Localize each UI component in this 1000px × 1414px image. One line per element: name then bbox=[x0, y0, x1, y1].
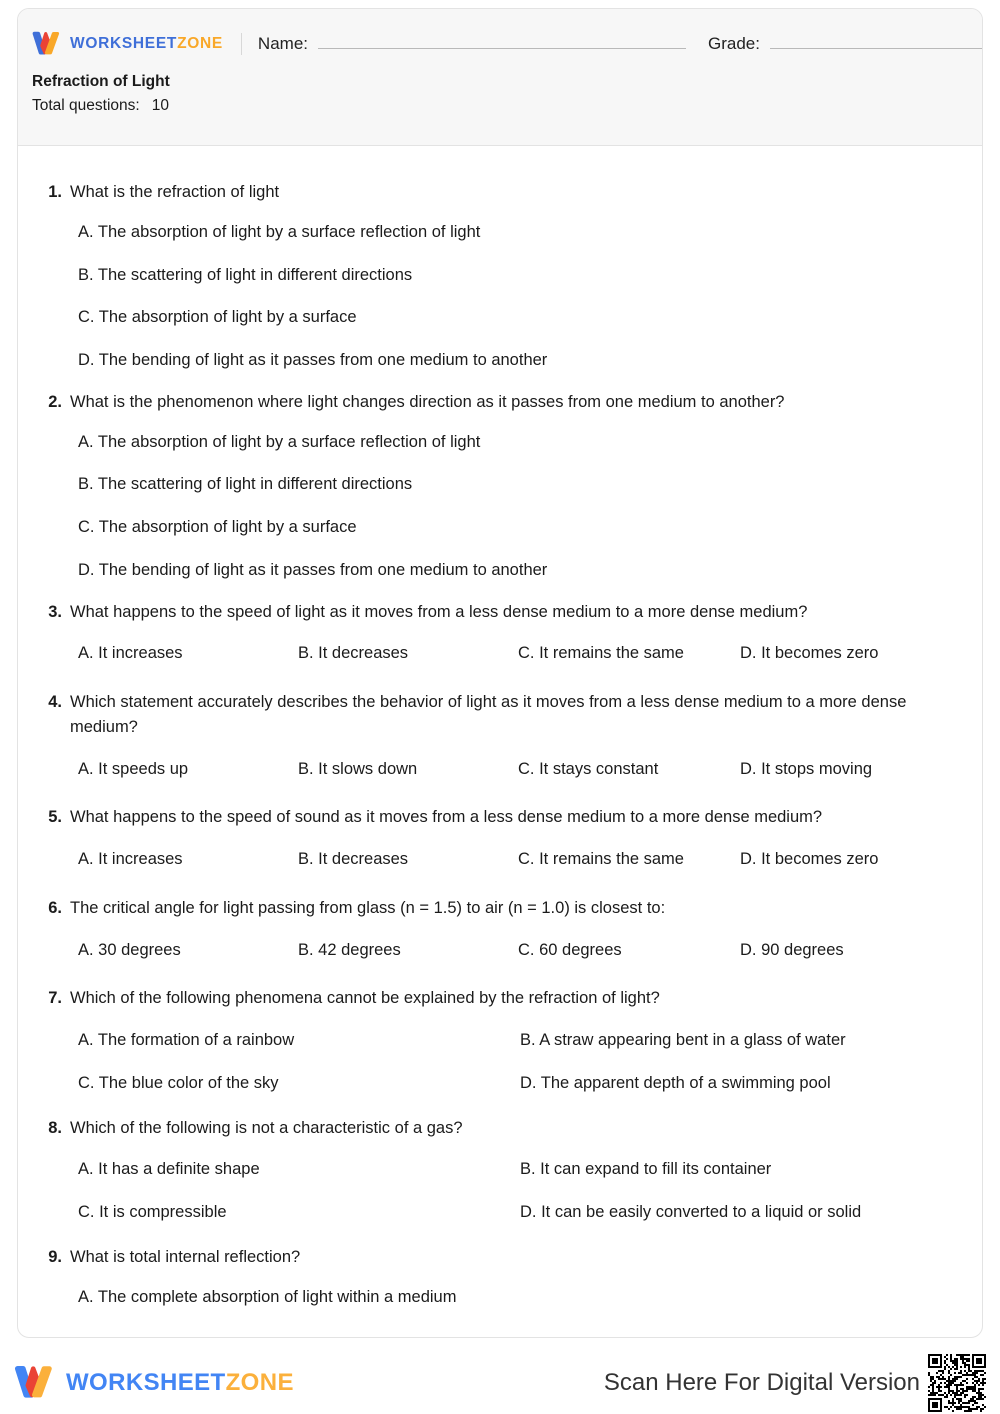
question-number: 3. bbox=[48, 602, 62, 621]
question-text: What happens to the speed of sound as it moves from a less dense medium to a more dense medium? bbox=[70, 808, 823, 827]
name-field-rule[interactable] bbox=[318, 35, 686, 49]
answer-option[interactable]: D. It can be easily converted to a liquid or solid bbox=[520, 1203, 862, 1221]
answer-option[interactable]: C. The absorption of light by a surface bbox=[78, 518, 357, 536]
answer-option[interactable]: D. It becomes zero bbox=[740, 644, 879, 663]
answer-option[interactable]: A. 30 degrees bbox=[78, 940, 181, 959]
name-field-label: Name: bbox=[257, 33, 308, 53]
answer-options bbox=[36, 1146, 964, 1231]
question-text: The critical angle for light passing from glass (n = 1.5) to air (n = 1.0) is closest to: bbox=[70, 898, 666, 917]
question-item bbox=[36, 896, 964, 973]
question-list bbox=[18, 146, 982, 1318]
answer-option[interactable]: C. The absorption of light by a surface bbox=[78, 308, 357, 327]
answer-options bbox=[36, 836, 964, 882]
answer-options bbox=[36, 1017, 964, 1102]
worksheet-card bbox=[17, 8, 983, 1338]
answer-options bbox=[36, 211, 964, 382]
answer-option[interactable]: D. The bending of light as it passes from one medium to another bbox=[78, 351, 548, 369]
page-footer bbox=[0, 1352, 1000, 1414]
footer-brand-wordmark bbox=[66, 1371, 294, 1395]
answer-option[interactable]: A. The formation of a rainbow bbox=[78, 1031, 295, 1049]
brand-wordmark bbox=[70, 36, 223, 52]
worksheet-title-block bbox=[18, 57, 982, 118]
answer-option[interactable]: B. 42 degrees bbox=[298, 940, 401, 959]
question-header bbox=[36, 390, 964, 415]
answer-option[interactable]: A. It increases bbox=[78, 644, 183, 663]
answer-option[interactable]: C. 60 degrees bbox=[518, 940, 622, 959]
qr-code-icon[interactable] bbox=[928, 1354, 986, 1412]
question-item bbox=[36, 805, 964, 882]
brand-wordmark-worksheet: WORKSHEET bbox=[70, 34, 178, 52]
answer-option[interactable]: D. It stops moving bbox=[740, 759, 873, 778]
question-item bbox=[36, 180, 964, 382]
answer-option[interactable]: C. It remains the same bbox=[518, 644, 684, 663]
scan-here-text: Scan Here For Digital Version bbox=[603, 1369, 920, 1396]
question-text: Which of the following phenomena cannot be explained by the refraction of light? bbox=[70, 989, 660, 1008]
question-text: Which statement accurately describes the behavior of light as it moves from a less dense medium to a more dense medium? bbox=[70, 693, 907, 736]
question-number: 2. bbox=[48, 392, 62, 411]
answer-option[interactable]: A. The absorption of light by a surface reflection of light bbox=[78, 222, 481, 241]
answer-option[interactable]: A. It speeds up bbox=[78, 759, 189, 778]
answer-option[interactable]: B. It decreases bbox=[298, 850, 409, 868]
question-header bbox=[36, 805, 964, 830]
answer-option[interactable]: D. It becomes zero bbox=[740, 850, 879, 868]
answer-option[interactable]: B. The scattering of light in different directions bbox=[78, 475, 413, 494]
worksheet-zone-logo-icon bbox=[32, 31, 62, 57]
question-text: Which of the following is not a characteristic of a gas? bbox=[70, 1118, 463, 1137]
question-text: What is the refraction of light bbox=[70, 183, 280, 201]
answer-option[interactable]: C. It is compressible bbox=[78, 1203, 227, 1221]
question-number: 9. bbox=[48, 1247, 62, 1266]
question-header bbox=[36, 600, 964, 625]
total-questions bbox=[32, 94, 982, 118]
footer-scan-block bbox=[604, 1354, 986, 1412]
answer-option[interactable]: B. The scattering of light in different directions bbox=[78, 265, 413, 284]
question-item bbox=[36, 600, 964, 677]
question-number: 4. bbox=[48, 693, 62, 711]
question-header bbox=[36, 690, 964, 740]
name-field[interactable] bbox=[258, 34, 686, 54]
answer-option[interactable]: A. The complete absorption of light within a medium bbox=[78, 1287, 457, 1306]
answer-option[interactable]: A. The absorption of light by a surface reflection of light bbox=[78, 432, 481, 451]
answer-option[interactable]: B. It decreases bbox=[298, 644, 409, 663]
footer-wordmark-zone: ZONE bbox=[225, 1369, 294, 1396]
answer-option[interactable]: A. It increases bbox=[78, 850, 183, 868]
answer-options bbox=[36, 746, 964, 792]
answer-option[interactable]: D. The apparent depth of a swimming pool bbox=[520, 1073, 831, 1092]
question-number: 5. bbox=[48, 808, 62, 827]
answer-option[interactable]: D. The bending of light as it passes from one medium to another bbox=[78, 560, 548, 579]
answer-options bbox=[36, 1276, 964, 1319]
question-header bbox=[36, 896, 964, 921]
footer-wordmark-worksheet: WORKSHEET bbox=[66, 1369, 226, 1396]
answer-option[interactable]: B. It slows down bbox=[298, 759, 418, 778]
header-top-row bbox=[18, 9, 982, 57]
worksheet-header bbox=[18, 9, 982, 146]
question-number: 8. bbox=[48, 1118, 62, 1137]
grade-field[interactable] bbox=[708, 34, 983, 54]
question-number: 6. bbox=[48, 898, 62, 917]
brand-wordmark-zone: ZONE bbox=[177, 34, 223, 52]
total-questions-label: Total questions: bbox=[32, 97, 140, 115]
question-header bbox=[36, 986, 964, 1011]
footer-worksheet-zone-logo-icon bbox=[14, 1365, 56, 1401]
total-questions-count: 10 bbox=[151, 97, 169, 115]
answer-option[interactable]: A. It has a definite shape bbox=[78, 1160, 260, 1179]
grade-field-label: Grade: bbox=[708, 33, 760, 53]
question-item bbox=[36, 1245, 964, 1319]
question-number: 7. bbox=[48, 989, 62, 1008]
question-item bbox=[36, 986, 964, 1101]
question-item bbox=[36, 690, 964, 791]
answer-option[interactable]: D. 90 degrees bbox=[740, 940, 844, 959]
grade-field-rule[interactable] bbox=[770, 35, 983, 49]
answer-option[interactable]: B. A straw appearing bent in a glass of water bbox=[520, 1031, 846, 1049]
question-item bbox=[36, 1116, 964, 1231]
question-text: What happens to the speed of light as it moves from a less dense medium to a more dense medium? bbox=[70, 602, 808, 621]
question-header bbox=[36, 1245, 964, 1270]
question-text: What is the phenomenon where light changes direction as it passes from one medium to another? bbox=[70, 392, 785, 411]
answer-options bbox=[36, 630, 964, 676]
answer-options bbox=[36, 421, 964, 592]
answer-option[interactable]: C. The blue color of the sky bbox=[78, 1073, 279, 1092]
page-title: Refraction of Light bbox=[32, 73, 170, 90]
answer-options bbox=[36, 927, 964, 973]
question-text: What is total internal reflection? bbox=[70, 1247, 301, 1266]
header-divider bbox=[241, 33, 242, 55]
answer-option[interactable]: C. It remains the same bbox=[518, 850, 684, 868]
footer-brand bbox=[14, 1365, 294, 1401]
answer-option[interactable]: C. It stays constant bbox=[518, 759, 659, 778]
question-item bbox=[36, 390, 964, 592]
question-number: 1. bbox=[48, 183, 62, 201]
answer-option[interactable]: B. It can expand to fill its container bbox=[520, 1160, 772, 1179]
question-header bbox=[36, 1116, 964, 1141]
question-header bbox=[36, 180, 964, 205]
